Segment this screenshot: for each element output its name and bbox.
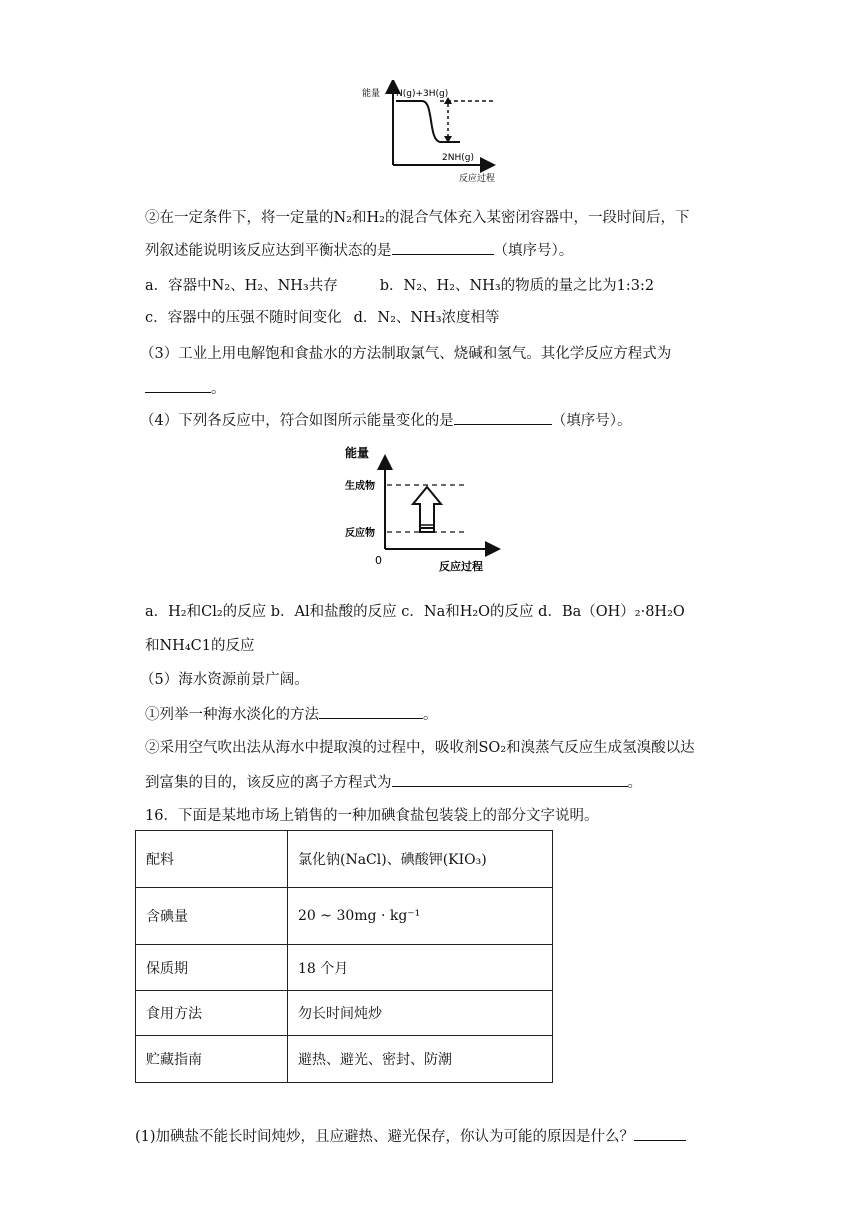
y-axis-label: 能量 — [345, 446, 370, 460]
energy-curve — [396, 101, 460, 142]
product-label: 生成物 — [345, 481, 375, 492]
table-key: 配料 — [136, 831, 288, 888]
q3-answer-blank[interactable] — [145, 378, 211, 393]
q4-answer-blank[interactable] — [454, 410, 552, 425]
q5-part2-line2: 到富集的目的，该反应的离子方程式为 。 — [145, 772, 642, 793]
table-value: 避热、避光、密封、防潮 — [288, 1036, 553, 1083]
q2-answer-blank[interactable] — [392, 240, 494, 255]
q4-options-line1: a．H₂和Cl₂的反应 b．Al和盐酸的反应 c．Na和H₂O的反应 d．Ba（OH）₂·8H₂O — [145, 604, 685, 620]
q2-options-row2 — [145, 308, 500, 328]
table-key: 含碘量 — [136, 888, 288, 945]
table-row — [136, 888, 553, 945]
table-value: 18 个月 — [288, 945, 553, 991]
q16-sub1-blank[interactable] — [634, 1126, 686, 1141]
origin-label: 0 — [375, 554, 382, 567]
top-level-label: N(g)+3H(g) — [396, 89, 449, 99]
q2-option-d: d．N₂、NH₃浓度相等 — [353, 310, 500, 326]
bottom-level-label: 2NH(g) — [442, 153, 474, 163]
x-axis-label: 反应过程 — [459, 174, 496, 184]
energy-diagram-endothermic — [335, 442, 505, 577]
q5-part2-line1: ②采用空气吹出法从海水中提取溴的过程中，吸收剂SO₂和溴蒸气反应生成氢溴酸以达 — [145, 740, 695, 756]
q4-options-line2: 和NH₄C1的反应 — [145, 638, 255, 654]
table-row — [136, 831, 553, 888]
q2-option-a: a．容器中N₂、H₂、NH₃共存 — [145, 278, 338, 294]
q2-stem-line2: 列叙述能说明该反应达到平衡状态的是 （填序号）。 — [145, 240, 573, 261]
table-row — [136, 1036, 553, 1083]
salt-label-table — [135, 830, 553, 1083]
table-row — [136, 991, 553, 1036]
table-value: 勿长时间炖炒 — [288, 991, 553, 1036]
energy-diagram-exothermic — [360, 80, 500, 185]
q5-part1-blank[interactable] — [319, 704, 423, 719]
q5-part1: ①列举一种海水淡化的方法 。 — [145, 704, 438, 725]
q5-part2-blank[interactable] — [392, 772, 628, 787]
q3-line1: （3）工业上用电解饱和食盐水的方法制取氯气、烧碱和氢气。其化学反应方程式为 — [140, 346, 672, 362]
table-key: 食用方法 — [136, 991, 288, 1036]
table-value: 氯化钠(NaCl)、碘酸钾(KIO₃) — [288, 831, 553, 888]
reactant-label: 反应物 — [345, 528, 375, 539]
x-axis-label: 反应过程 — [439, 560, 483, 573]
table-value: 20 ~ 30mg · kg⁻¹ — [288, 888, 553, 945]
q16-title: 16．下面是某地市场上销售的一种加碘食盐包装袋上的部分文字说明。 — [145, 808, 599, 824]
table-key: 贮藏指南 — [136, 1036, 288, 1083]
q3-line2: 。 — [145, 378, 226, 399]
table-row — [136, 945, 553, 991]
q2-option-b: b．N₂、H₂、NH₃的物质的量之比为1:3:2 — [379, 278, 655, 294]
q5-title: （5）海水资源前景广阔。 — [140, 672, 309, 688]
q4-stem: （4）下列各反应中，符合如图所示能量变化的是 （填序号）。 — [140, 410, 631, 431]
q16-sub1: (1)加碘盐不能长时间炖炒，且应避热、避光保存，你认为可能的原因是什么？ — [135, 1126, 686, 1147]
y-axis-label: 能量 — [362, 89, 381, 99]
table-key: 保质期 — [136, 945, 288, 991]
q2-options-row1 — [145, 276, 654, 296]
q2-option-c: c．容器中的压强不随时间变化 — [145, 310, 342, 326]
q2-stem-line1: ②在一定条件下，将一定量的N₂和H₂的混合气体充入某密闭容器中，一段时间后，下 — [145, 210, 690, 226]
